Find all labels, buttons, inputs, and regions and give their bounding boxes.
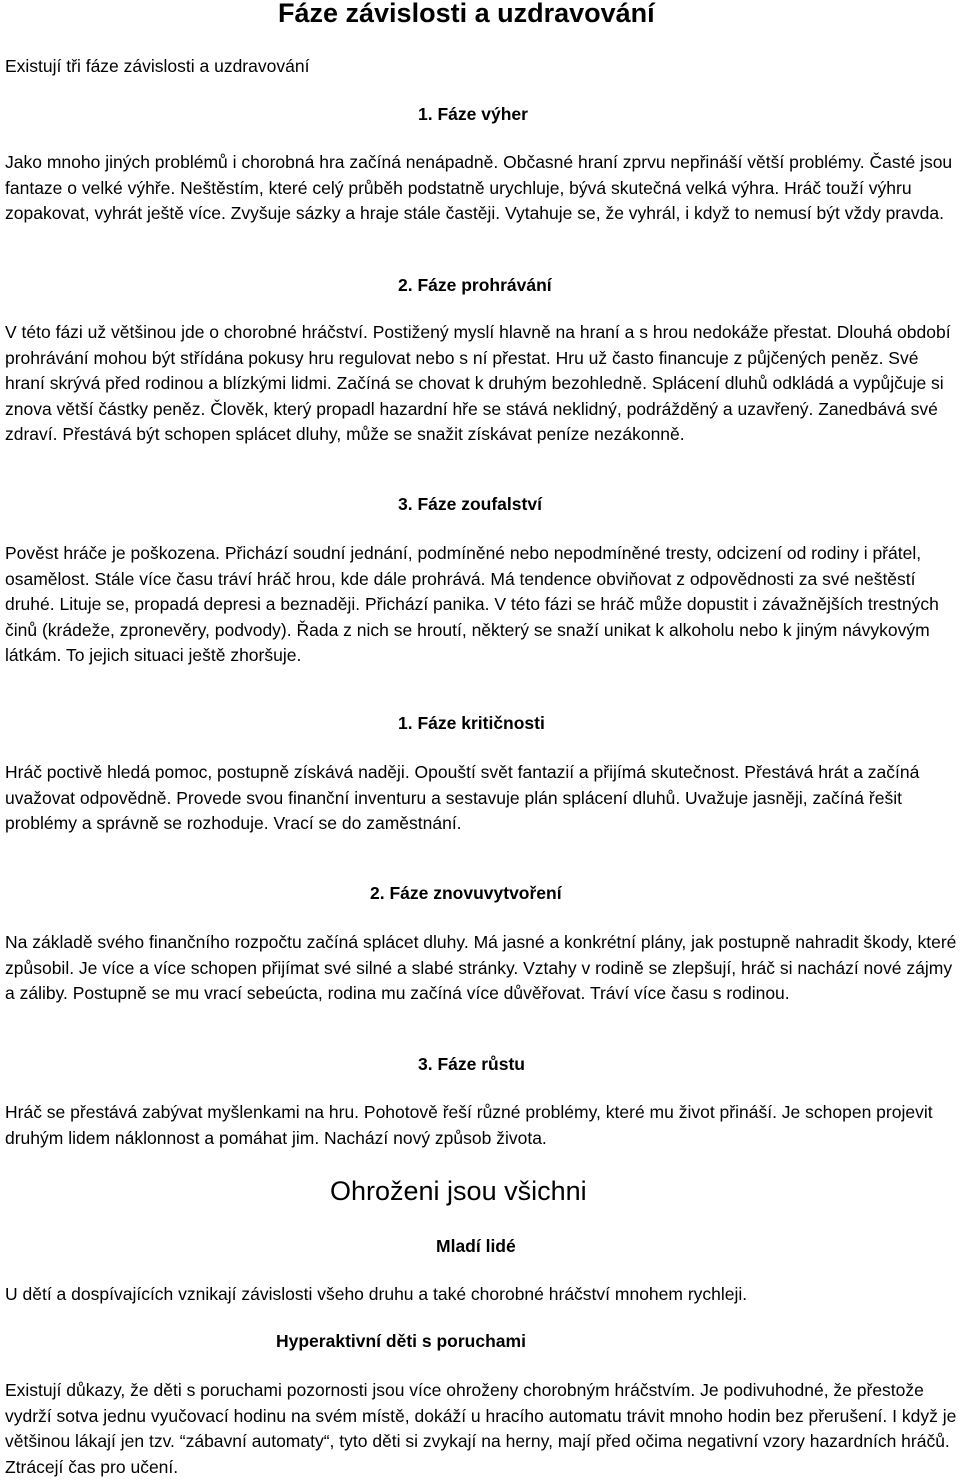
phase-heading: 1. Fáze výher xyxy=(418,104,528,124)
section-title: Ohroženi jsou všichni xyxy=(330,1176,587,1206)
phase-text: Hráč poctivě hledá pomoc, postupně získává naději. Opouští svět fantazií a přijímá skutečnost. Přestává hrát a začíná uvažovat odpovědně. Provede svou finanční inventuru a sestavuje plán splácení dluhů. Uvažuje jasněji, začíná řešit problémy a správně se rozhoduje. Vrací se do zaměstnání. xyxy=(5,762,920,833)
group-text: U dětí a dospívajících vznikají závislosti všeho druhu a také chorobné hráčství mnohem rychleji. xyxy=(5,1284,748,1304)
group-heading: Mladí lidé xyxy=(436,1236,516,1256)
page-title: Fáze závislosti a uzdravování xyxy=(278,0,655,28)
phase-text: Jako mnoho jiných problémů i chorobná hra začíná nenápadně. Občasné hraní zprvu nepřináší větší problémy. Časté jsou fantaze o velké výhře. Neštěstím, které celý průběh podstatně urychluje, bývá skutečná velká výhra. Hráč touží výhru zopakovat, vyhrát ještě více. Zvyšuje sázky a hraje stále častěji. Vytahuje se, že vyhrál, i když to nemusí být vždy pravda. xyxy=(5,152,953,223)
phase-heading: 3. Fáze růstu xyxy=(418,1054,525,1074)
phase-heading: 3. Fáze zoufalství xyxy=(398,494,542,514)
phase-text: Hráč se přestává zabývat myšlenkami na hru. Pohotově řeší různé problémy, které mu život přináší. Je schopen projevit druhým lidem náklonnost a pomáhat jim. Nachází nový způsob života. xyxy=(5,1102,933,1148)
phase-heading: 2. Fáze znovuvytvoření xyxy=(370,883,562,903)
group-heading: Hyperaktivní děti s poruchami xyxy=(276,1331,526,1351)
phase-text: Pověst hráče je poškozena. Přichází soudní jednání, podmíněné nebo nepodmíněné tresty, odcizení od rodiny i přátel, osamělost. Stále více času tráví hráč hrou, kde dále prohrává. Má tendence obviňovat z odpovědnosti za své neštěstí druhé. Lituje se, propadá depresi a beznaději. Přichází panika. V této fázi se hráč může dopustit i závažnějších trestných činů (krádeže, zpronevěry, podvody). Řada z nich se hroutí, některý se snaží unikat k alkoholu nebo k jiným návykovým látkám. To jejich situaci ještě zhoršuje. xyxy=(5,543,939,665)
group-text: Existují důkazy, že děti s poruchami pozornosti jsou více ohroženy chorobným hráčstvím. Je podivuhodné, že přestože vydrží sotva jednu vyučovací hodinu na svém místě, dokáží u hracího automatu trávit mnoho hodin bez přerušení. I když je většinou lákají jen tzv. “zábavní automaty“, tyto děti si zvykají na herny, mají před očima negativní vzory hazardních hráčů. Ztrácejí čas pro učení. xyxy=(5,1380,957,1477)
phase-heading: 1. Fáze kritičnosti xyxy=(398,713,545,733)
phase-text: V této fázi už většinou jde o chorobné hráčství. Postižený myslí hlavně na hraní a s hrou nedokáže přestat. Dlouhá období prohrávání mohou být střídána pokusy hru regulovat nebo s ní přestat. Hru už často financuje z půjčených peněz. Své hraní skrývá před rodinou a blízkými lidmi. Začíná se chovat k druhým bezohledně. Splácení dluhů odkládá a vypůjčuje si znova větší částky peněz. Člověk, který propadl hazardní hře se stává neklidný, podrážděný a uzavřený. Zanedbává své zdraví. Přestává být schopen splácet dluhy, může se snažit získávat peníze nezákonně. xyxy=(5,322,951,444)
intro-text: Existují tři fáze závislosti a uzdravování xyxy=(5,56,310,76)
phase-text: Na základě svého finančního rozpočtu začíná splácet dluhy. Má jasné a konkrétní plány, jak postupně nahradit škody, které způsobil. Je více a více schopen přijímat své silné a slabé stránky. Vztahy v rodině se zlepšují, hráč si nachází nové zájmy a záliby. Postupně se mu vrací sebeúcta, rodina mu začíná více důvěřovat. Tráví více času s rodinou. xyxy=(5,932,957,1003)
phase-heading: 2. Fáze prohrávání xyxy=(398,275,552,295)
